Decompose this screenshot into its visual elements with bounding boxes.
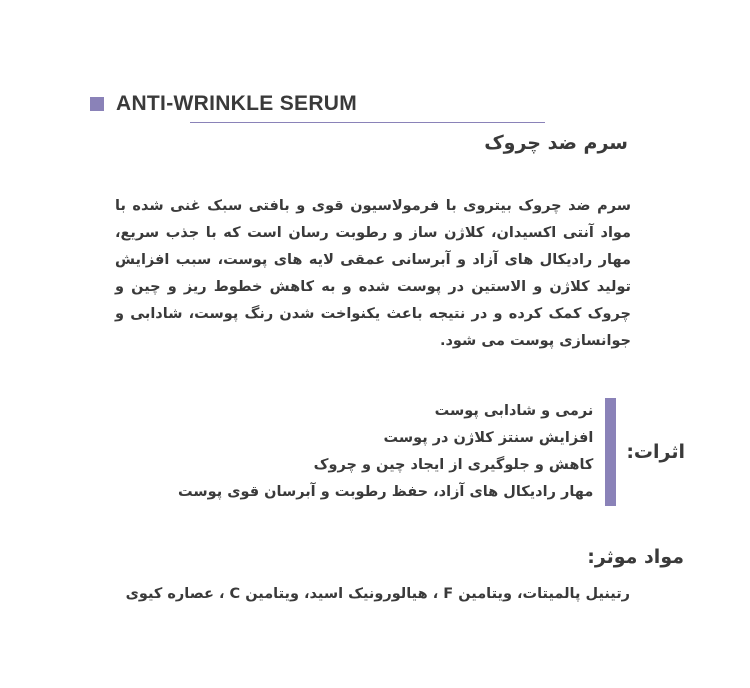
- effect-item: مهار رادیکال های آزاد، حفظ رطوبت و آبرسان قوی پوست: [178, 484, 594, 500]
- effect-item: کاهش و جلوگیری از ایجاد چین و چروک: [313, 457, 594, 473]
- title-square-icon: [90, 97, 104, 111]
- product-title: ANTI-WRINKLE SERUM: [116, 92, 358, 115]
- effects-label: اثرات:: [626, 441, 685, 463]
- effect-item: افزایش سنتز کلاژن در پوست: [383, 430, 594, 446]
- ingredients-text: رتینیل پالمیتات، ویتامین F ، هیالورونیک اسید، ویتامین C ، عصاره کیوی: [125, 586, 630, 602]
- ingredients-label: مواد موثر:: [587, 546, 684, 568]
- title-row: [90, 90, 357, 118]
- effects-section: [178, 398, 685, 506]
- effects-accent-bar: [605, 398, 616, 506]
- product-description: سرم ضد چروک بیتروی با فرمولاسیون قوی و بافتی سبک غنی شده با مواد آنتی اکسیدان، کلاژن ساز و رطوبت رسان است که با جذب سریع، مهار رادیکال های آزاد و آبرسانی عمقی لایه های پوست، سبب افزایش تولید کلاژن و الاستین در پوست شده و به کاهش خطوط ریز و چین و چروک کمک کرده و در نتیجه باعث یکنواخت شدن رنگ پوست، شادابی و جوانسازی پوست می شود.: [115, 198, 631, 349]
- effects-list: [178, 398, 593, 506]
- product-subtitle: سرم ضد چروک: [484, 132, 628, 154]
- effect-item: نرمی و شادابی پوست: [434, 403, 594, 419]
- title-divider: [190, 122, 545, 123]
